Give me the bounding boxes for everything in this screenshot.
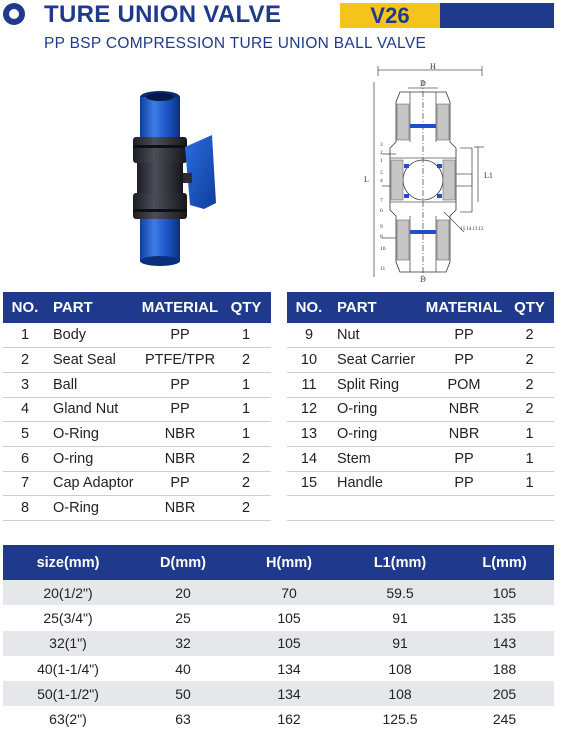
part-qty: 1 [221,372,271,397]
part-material: NBR [139,446,221,471]
part-material: PP [423,323,505,348]
part-name: Handle [331,471,423,496]
col-header-d: D(mm) [133,545,233,580]
part-qty: 2 [221,348,271,373]
part-name: Gland Nut [47,397,139,422]
part-material: NBR [139,496,221,521]
l1-cell: 91 [392,609,408,626]
size-cell: 25(3/4") [43,609,93,626]
part-no: 11 [287,372,331,397]
table-row [287,471,554,496]
part-material: NBR [423,422,505,447]
part-no: 5 [3,422,47,447]
part-qty: 1 [505,422,554,447]
part-qty: 2 [505,372,554,397]
model-code-badge: V26 [340,3,440,28]
table-row [3,706,554,731]
col-header-part: PART [47,292,139,323]
part-name: Stem [331,446,423,471]
col-header-part: PART [331,292,423,323]
table-row [3,631,554,656]
table-row [3,397,271,422]
part-qty: 2 [221,496,271,521]
table-row [3,323,271,348]
part-material: PTFE/TPR [139,348,221,373]
dim-label-h: H [430,62,436,71]
part-qty: 2 [221,446,271,471]
part-name: O-ring [331,422,423,447]
part-name: Nut [331,323,423,348]
table-row [287,397,554,422]
part-no: 14 [287,446,331,471]
part-name: Cap Adaptor [47,471,139,496]
l-cell: 188 [492,660,517,677]
h-cell: 105 [233,631,345,656]
callout-number: 7 [380,198,383,204]
table-row [3,496,271,521]
table-row [3,580,554,605]
part-no: 7 [3,471,47,496]
col-header-material: MATERIAL [423,292,505,323]
table-header-row [3,292,271,323]
d-cell: 50 [133,681,233,706]
table-header-row [287,292,554,323]
col-header-no: NO. [3,292,47,323]
part-name: O-ring [47,446,139,471]
callout-number: 1 [380,158,383,164]
table-row [3,372,271,397]
l-cell: 135 [492,609,517,626]
table-row [3,681,554,706]
callout-number: 11 [380,266,386,272]
part-qty: 2 [505,323,554,348]
callout-number: 9 [380,224,383,230]
callout-number: 2 [380,150,383,156]
table-row [3,471,271,496]
h-cell: 70 [233,580,345,605]
size-cell: 32(1") [3,631,133,656]
h-cell: 134 [277,660,301,677]
part-name: O-Ring [47,496,139,521]
part-no: 12 [287,397,331,422]
dim-label-l: L [364,175,369,184]
l1-cell: 108 [345,681,455,706]
col-header-size: size(mm) [3,545,133,580]
page-title: TURE UNION VALVE [44,1,282,28]
dim-label-l1: L1 [484,171,493,180]
part-qty: 1 [221,397,271,422]
callout-number: 5 [380,170,383,176]
h-cell: 134 [233,681,345,706]
d-cell: 25 [175,609,191,626]
part-no: 6 [3,446,47,471]
part-qty: 1 [221,323,271,348]
dim-label-d-bottom: D [420,275,426,284]
size-cell: 20(1/2") [3,580,133,605]
l-cell: 205 [455,681,554,706]
callout-number: 14 [466,226,472,232]
callout-number: 8 [380,234,383,240]
col-header-material: MATERIAL [139,292,221,323]
d-cell: 63 [175,711,191,728]
col-header-qty: QTY [221,292,271,323]
parts-table-right [287,292,554,521]
d-cell: 32 [133,631,233,656]
part-qty: 1 [505,471,554,496]
part-material: POM [423,372,505,397]
part-material: PP [139,397,221,422]
part-qty: 1 [505,446,554,471]
part-no: 10 [287,348,331,373]
size-cell: 50(1-1/2") [3,681,133,706]
table-row [287,422,554,447]
part-name: O-Ring [47,422,139,447]
part-no: 8 [3,496,47,521]
callout-number: 12 [478,226,484,232]
l1-cell: 108 [388,660,412,677]
part-name: O-ring [331,397,423,422]
table-row [3,348,271,373]
table-row [3,605,554,630]
callout-number: 4 [380,178,383,184]
size-cell: 63(2") [49,711,87,728]
part-no: 9 [287,323,331,348]
part-name: Seat Carrier [331,348,423,373]
logo-circle-icon [3,3,25,25]
part-material: PP [139,471,221,496]
part-qty: 2 [505,397,554,422]
part-no: 15 [287,471,331,496]
part-material: NBR [139,422,221,447]
l1-cell: 59.5 [345,580,455,605]
d-cell: 20 [133,580,233,605]
part-material: PP [139,323,221,348]
l1-cell: 91 [345,631,455,656]
part-no: 1 [3,323,47,348]
l-cell: 105 [455,580,554,605]
part-material: PP [139,372,221,397]
table-row [3,656,554,681]
table-row [287,446,554,471]
table-header-row [3,545,554,580]
header-bar [440,3,554,28]
dim-label-d-top: D [420,79,426,88]
col-header-l1: L1(mm) [345,545,455,580]
table-row [287,323,554,348]
parts-table-left [3,292,271,521]
table-row-empty [287,496,554,521]
part-name: Split Ring [331,372,423,397]
valve-section-drawing [360,62,495,284]
h-cell: 105 [277,609,301,626]
part-qty: 2 [505,348,554,373]
table-row [287,372,554,397]
part-name: Body [47,323,139,348]
table-row [3,422,271,447]
part-qty: 1 [221,422,271,447]
part-no: 13 [287,422,331,447]
part-no: 3 [3,372,47,397]
part-name: Ball [47,372,139,397]
part-no: 4 [3,397,47,422]
size-table [3,545,554,732]
page-subtitle: PP BSP COMPRESSION TURE UNION BALL VALVE [44,35,427,52]
callout-number: 15 [460,226,466,232]
d-cell: 40 [175,660,191,677]
table-row [287,348,554,373]
col-header-no: NO. [287,292,331,323]
part-material: PP [423,471,505,496]
l-cell: 245 [492,711,517,728]
callout-number: 10 [380,246,386,252]
part-qty: 2 [221,471,271,496]
table-row [3,446,271,471]
callout-number: 13 [472,226,478,232]
col-header-l: L(mm) [455,545,554,580]
valve-product-image [100,85,250,275]
callout-number: 3 [380,142,383,148]
part-material: PP [423,446,505,471]
part-material: PP [423,348,505,373]
callout-number: 6 [380,208,383,214]
part-name: Seat Seal [47,348,139,373]
h-cell: 162 [277,711,301,728]
col-header-qty: QTY [505,292,554,323]
col-header-h: H(mm) [233,545,345,580]
part-no: 2 [3,348,47,373]
l-cell: 143 [455,631,554,656]
size-cell: 40(1-1/4") [37,660,99,677]
part-material: NBR [423,397,505,422]
l1-cell: 125.5 [382,711,418,728]
